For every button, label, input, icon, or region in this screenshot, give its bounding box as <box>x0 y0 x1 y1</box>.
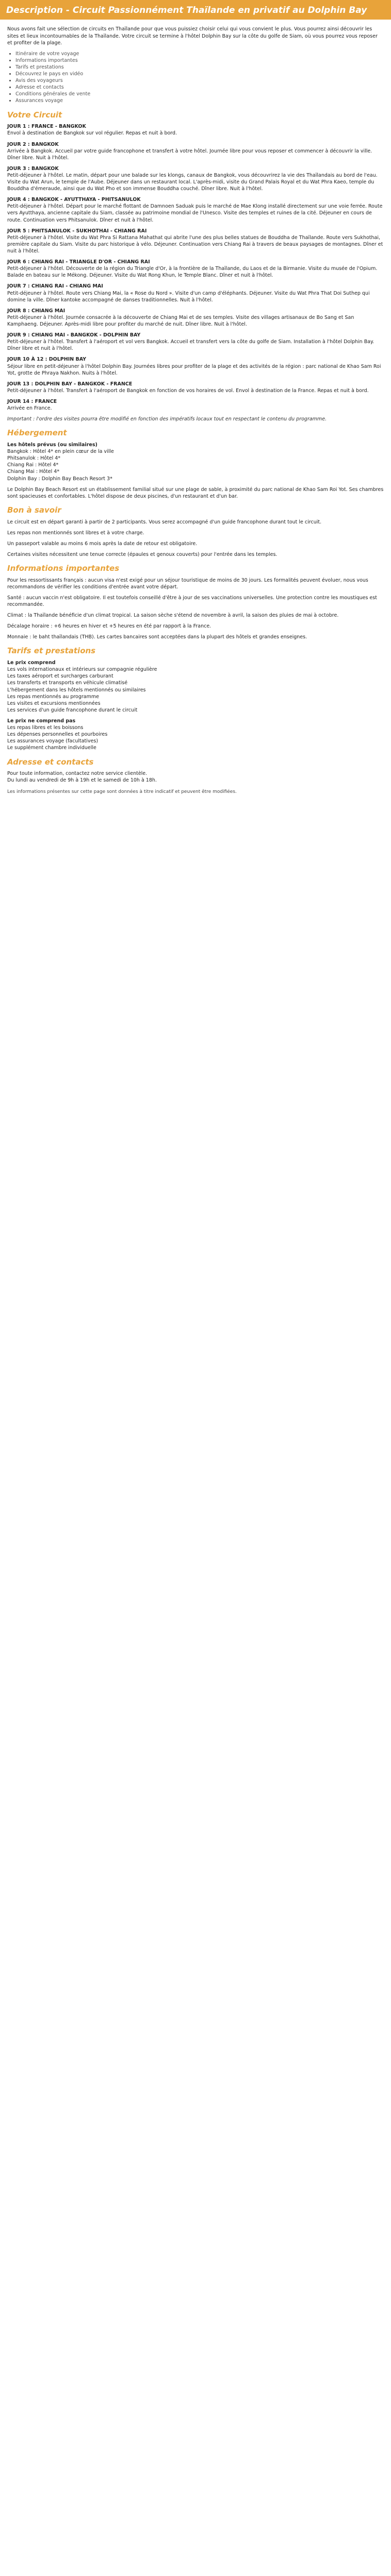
included-item: L'hébergement dans les hôtels mentionnés ou similaires <box>7 687 146 693</box>
hotel-list <box>7 448 384 482</box>
itinerary-note: Important : l'ordre des visites pourra être modifié en fonction des impératifs locaux tout en respectant le contenu du programme. <box>7 416 327 422</box>
summary-item[interactable]: • Adresse et contacts <box>15 84 384 91</box>
page-title: Description - Circuit Passionnément Thaïlande en privatif au Dolphin Bay <box>0 0 391 20</box>
summary-list <box>7 50 384 105</box>
info-paragraph: Décalage horaire : +6 heures en hiver et +5 heures en été par rapport à la France. <box>7 623 211 630</box>
day-block: JOUR 1 : FRANCE - BANGKOK Envol à destination de Bangkok sur vol régulier. Repas et nuit à bord. <box>7 124 177 137</box>
hotel-item: Phitsanulok : Hôtel 4* <box>7 455 61 462</box>
section-title-circuit: Votre Circuit <box>7 110 62 120</box>
hotel-item: Bangkok : Hôtel 4* en plein cœur de la ville <box>7 449 114 455</box>
excluded-item: Les dépenses personnelles et pourboires <box>7 732 108 738</box>
hotel-item: Chiang Rai : Hôtel 4* <box>7 462 59 468</box>
day-block: JOUR 13 : DOLPHIN BAY - BANGKOK - FRANCE Petit-déjeuner à l'hôtel. Transfert à l'aéroport de Bangkok en fonction de vos horaires de vol. Envol à destination de la France. Repas et nuit à bord. <box>7 381 369 394</box>
included-title: Le prix comprend <box>7 660 56 666</box>
itinerary <box>7 123 384 412</box>
good-to-know-item: Le circuit est en départ garanti à partir de 2 participants. Vous serez accompagné d'un guide francophone durant tout le circuit. <box>7 519 322 525</box>
excluded-item: Les assurances voyage (facultatives) <box>7 738 99 744</box>
contact-line: Du lundi au vendredi de 9h à 19h et le samedi de 10h à 18h. <box>7 777 157 784</box>
footer-note: Les informations présentes sur cette page sont données à titre indicatif et peuvent être modifiées. <box>7 789 237 795</box>
included-item: Les services d'un guide francophone durant le circuit <box>7 707 138 713</box>
hotels-subtitle: Les hôtels prévus (ou similaires) <box>7 442 97 448</box>
excluded-title: Le prix ne comprend pas <box>7 718 76 724</box>
included-list <box>7 666 384 714</box>
info-paragraph: Climat : la Thaïlande bénéficie d'un climat tropical. La saison sèche s'étend de novembre à avril, la saison des pluies de mai à octobre. <box>7 613 339 619</box>
info-paragraph: Santé : aucun vaccin n'est obligatoire. Il est toutefois conseillé d'être à jour de ses vaccinations universelles. Une protection contre les moustiques est recommandée. <box>7 595 377 608</box>
section-title-hotels: Hébergement <box>7 428 67 438</box>
hotel-item: Chiang Mai : Hôtel 4* <box>7 469 60 475</box>
day-block: JOUR 3 : BANGKOK Petit-déjeuner à l'hôtel. Le matin, départ pour une balade sur les klongs, canaux de Bangkok, vous découvrirez la vie des Thaïlandais au bord de l'eau. Visite du Wat Arun, le temple de l'Aube. Déjeuner dans un restaurant local. L'après-midi, visite du Grand Palais Royal et du Wat Phra Kaeo, temple du Bouddha d'émeraude, ainsi que du Wat Pho et son immense Bouddha couché. Dîner libre. Nuit à l'hôtel. <box>7 165 378 192</box>
section-title-info: Informations importantes <box>7 564 120 573</box>
included-item: Les taxes aéroport et surcharges carburant <box>7 673 113 680</box>
contacts-block <box>7 770 384 784</box>
good-to-know-list <box>7 519 384 558</box>
section-title-good-to-know: Bon à savoir <box>7 505 61 515</box>
excluded-list <box>7 724 384 751</box>
info-block <box>7 577 384 641</box>
day-block: JOUR 8 : CHIANG MAI Petit-déjeuner à l'hôtel. Journée consacrée à la découverte de Chiang Mai et de ses temples. Visite des villages artisanaux de Bo Sang et San Kamphaeng. Déjeuner. Après-midi libre pour profiter du marché de nuit. Dîner libre. Nuit à l'hôtel. <box>7 308 354 328</box>
excluded-item: Les repas libres et les boissons <box>7 725 84 731</box>
included-item: Les visites et excursions mentionnées <box>7 700 101 706</box>
info-paragraph: Monnaie : le baht thaïlandais (THB). Les cartes bancaires sont acceptées dans la plupart des hôtels et grandes enseignes. <box>7 634 307 640</box>
day-block: JOUR 2 : BANGKOK Arrivée à Bangkok. Accueil par votre guide francophone et transfert à votre hôtel. Journée libre pour vous reposer et commencer à découvrir la ville. Dîner libre. Nuit à l'hôtel. <box>7 141 372 161</box>
good-to-know-item: Un passeport valable au moins 6 mois après la date de retour est obligatoire. <box>7 540 198 547</box>
day-block: JOUR 5 : PHITSANULOK - SUKHOTHAI - CHIANG RAI Petit-déjeuner à l'hôtel. Visite du Wat Phra Si Rattana Mahathat qui abrite l'une des plus belles statues de Bouddha de Thaïlande. Route vers Sukhothai, première capitale du Siam. Visite du parc historique à vélo. Déjeuner. Continuation vers Chiang Rai à travers de beaux paysages de montagnes. Dîner et nuit à l'hôtel. <box>7 228 383 255</box>
summary-item[interactable]: • Assurances voyage <box>15 97 384 104</box>
summary-item[interactable]: • Itinéraire de votre voyage <box>15 50 384 57</box>
included-item: Les vols internationaux et intérieurs sur compagnie régulière <box>7 667 157 673</box>
summary-item[interactable]: • Conditions générales de vente <box>15 91 384 97</box>
summary-item[interactable]: • Tarifs et prestations <box>15 64 384 71</box>
hotel-item: Dolphin Bay : Dolphin Bay Beach Resort 3* <box>7 476 112 482</box>
info-paragraph: Pour les ressortissants français : aucun visa n'est exigé pour un séjour touristique de moins de 30 jours. Les formalités peuvent évoluer, nous vous recommandons de vérifier les conditions d'entrée avant votre départ. <box>7 577 368 590</box>
day-block: JOUR 7 : CHIANG RAI - CHIANG MAI Petit-déjeuner à l'hôtel. Route vers Chiang Mai, la « Rose du Nord ». Visite d'un camp d'éléphants. Déjeuner. Visite du Wat Phra That Doi Suthep qui domine la ville. Dîner kantoke accompagné de danses traditionnelles. Nuit à l'hôtel. <box>7 283 370 303</box>
included-item: Les repas mentionnés au programme <box>7 693 99 700</box>
hotel-description: Le Dolphin Bay Beach Resort est un établissement familial situé sur une plage de sable, à proximité du parc national de Khao Sam Roi Yot. Ses chambres sont spacieuses et confortables. L'hôtel dispose de deux piscines, d'un restaurant et d'un bar. <box>7 486 384 499</box>
day-block: JOUR 10 À 12 : DOLPHIN BAY Séjour libre en petit-déjeuner à l'hôtel Dolphin Bay. Journées libres pour profiter de la plage et des activités de la région : parc national de Khao Sam Roi Yot, grotte de Phraya Nakhon. Nuits à l'hôtel. <box>7 357 381 376</box>
good-to-know-item: Certaines visites nécessitent une tenue correcte (épaules et genoux couverts) pour l'entrée dans les temples. <box>7 551 278 557</box>
intro-text: Nous avons fait une sélection de circuits en Thaïlande pour que vous puissiez choisir celui qui vous convient le plus. Vous pourrez ainsi découvrir les sites et lieux incontournables de la Thaïlande. Votre circuit se termine à l'hôtel Dolphin Bay sur la côte du golfe de Siam, où vous pourrez vous reposer et profiter de la plage. <box>7 26 378 46</box>
summary-item[interactable]: • Découvrez le pays en vidéo <box>15 71 384 77</box>
contact-line: Pour toute information, contactez notre service clientèle. <box>7 771 148 777</box>
day-block: JOUR 6 : CHIANG RAI - TRIANGLE D'OR - CHIANG RAI Petit-déjeuner à l'hôtel. Découverte de la région du Triangle d'Or, à la frontière de la Thaïlande, du Laos et de la Birmanie. Visite du musée de l'Opium. Balade en bateau sur le Mékong. Déjeuner. Visite du Wat Rong Khun, le Temple Blanc. Dîner et nuit à l'hôtel. <box>7 259 378 279</box>
excluded-item: Le supplément chambre individuelle <box>7 745 96 751</box>
included-item: Les transferts et transports en véhicule climatisé <box>7 680 128 686</box>
section-title-prices: Tarifs et prestations <box>7 646 96 656</box>
good-to-know-item: Les repas non mentionnés sont libres et à votre charge. <box>7 530 144 536</box>
day-block: JOUR 14 : FRANCE Arrivée en France. <box>7 399 57 412</box>
day-block: JOUR 9 : CHIANG MAI - BANGKOK - DOLPHIN BAY Petit-déjeuner à l'hôtel. Transfert à l'aéroport et vol vers Bangkok. Accueil et transfert vers la côte du golfe de Siam. Installation à l'hôtel Dolphin Bay. Dîner libre et nuit à l'hôtel. <box>7 332 374 352</box>
section-title-contacts: Adresse et contacts <box>7 757 94 767</box>
summary-item[interactable]: • Informations importantes <box>15 57 384 64</box>
summary-item[interactable]: • Avis des voyageurs <box>15 77 384 84</box>
day-block: JOUR 4 : BANGKOK - AYUTTHAYA - PHITSANULOK Petit-déjeuner à l'hôtel. Départ pour le marché flottant de Damnoen Saduak puis le marché de Mae Klong installé directement sur une voie ferrée. Route vers Ayutthaya, ancienne capitale du Siam, classée au patrimoine mondial de l'Unesco. Visite des temples et ruines de la cité. Déjeuner en cours de route. Continuation vers Phitsanulok. Dîner et nuit à l'hôtel. <box>7 197 383 223</box>
